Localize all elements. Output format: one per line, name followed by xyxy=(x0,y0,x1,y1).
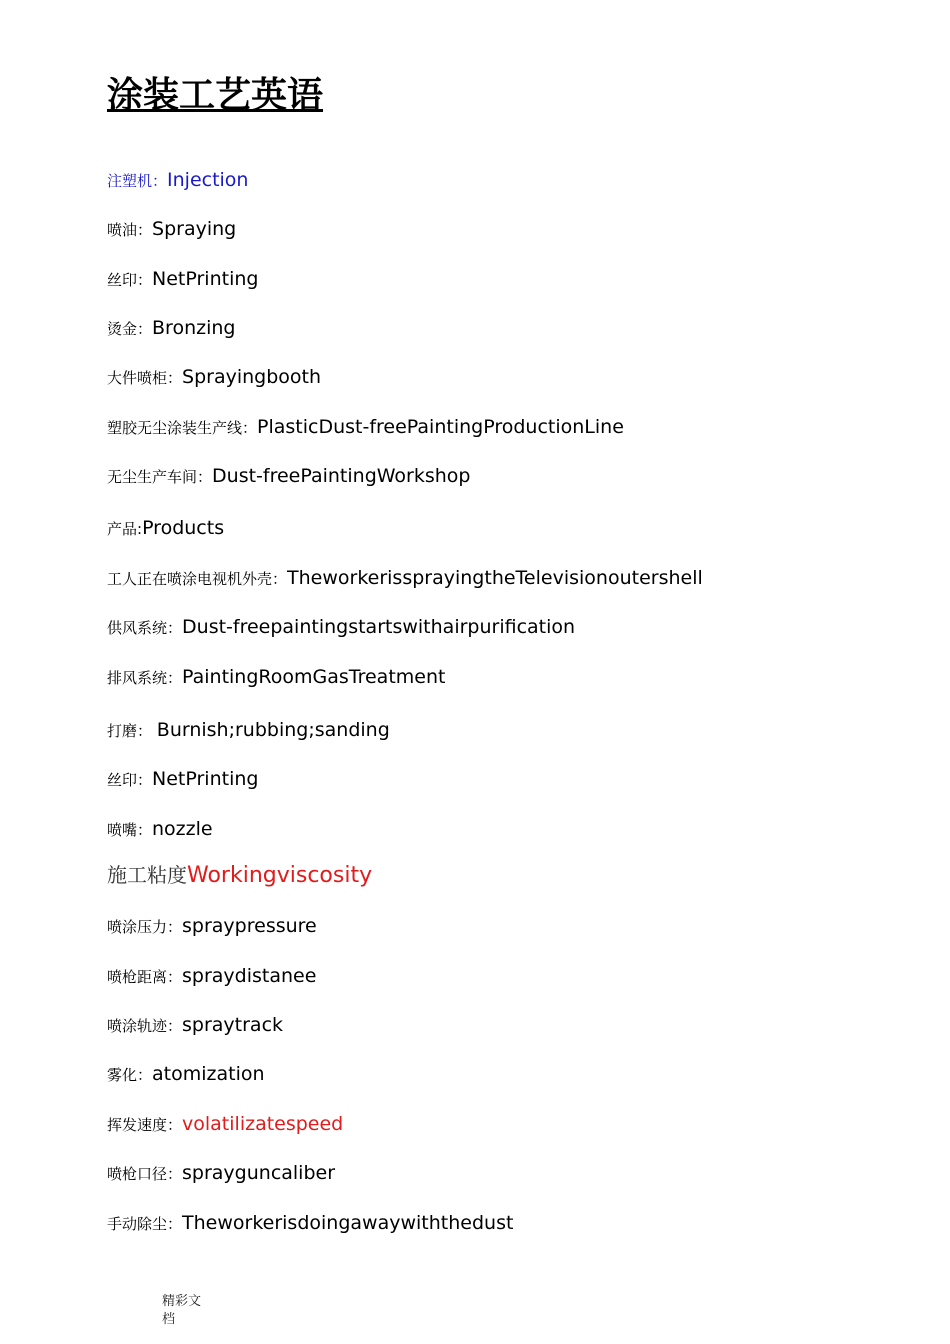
term-english: nozzle xyxy=(152,818,213,840)
term-row xyxy=(107,567,703,590)
term-english: Injection xyxy=(167,169,249,191)
term-chinese: 工人正在喷涂电视机外壳： xyxy=(107,570,288,588)
term-row xyxy=(107,218,236,241)
term-row xyxy=(107,169,248,192)
term-chinese: 大件喷柜： xyxy=(107,369,183,387)
term-english: TheworkerissprayingtheTelevisionoutershell xyxy=(287,567,703,589)
term-english: Burnish;rubbing;sanding xyxy=(156,719,390,741)
term-row xyxy=(107,517,224,540)
term-chinese: 喷涂轨迹： xyxy=(107,1017,183,1035)
term-chinese: 喷涂压力： xyxy=(107,918,183,936)
term-english: volatilizatespeed xyxy=(182,1113,344,1135)
term-chinese: 喷枪口径： xyxy=(107,1165,183,1183)
term-english: Sprayingbooth xyxy=(182,366,322,388)
term-row xyxy=(107,965,316,988)
term-english: atomization xyxy=(152,1063,265,1085)
term-row xyxy=(107,616,575,639)
term-row xyxy=(107,317,235,340)
term-row xyxy=(107,366,321,389)
footer-watermark-text: 精彩文档 xyxy=(162,1294,202,1327)
term-english: Bronzing xyxy=(152,317,236,339)
term-row xyxy=(107,666,445,689)
term-row xyxy=(107,268,258,291)
term-row xyxy=(107,719,390,742)
term-row xyxy=(107,1014,283,1037)
term-english: PlasticDust-freePaintingProductionLine xyxy=(257,416,624,438)
term-english: spraydistanee xyxy=(182,965,317,987)
term-chinese: 烫金： xyxy=(107,320,153,338)
term-row xyxy=(107,1212,513,1235)
term-row xyxy=(107,465,471,488)
term-chinese: 施工粘度 xyxy=(107,863,187,887)
page-title: 涂装工艺英语 xyxy=(107,75,324,116)
term-english: NetPrinting xyxy=(152,268,259,290)
term-english: Products xyxy=(142,517,225,539)
term-row xyxy=(107,818,213,841)
term-chinese: 排风系统： xyxy=(107,669,183,687)
term-english: NetPrinting xyxy=(152,768,259,790)
term-row xyxy=(107,1162,335,1185)
term-chinese: 喷嘴： xyxy=(107,821,153,839)
term-row xyxy=(107,416,624,439)
term-chinese: 喷枪距离： xyxy=(107,968,183,986)
term-english: Dust-freePaintingWorkshop xyxy=(212,465,471,487)
term-row xyxy=(107,1113,343,1136)
term-english: sprayguncaliber xyxy=(182,1162,336,1184)
term-chinese: 雾化： xyxy=(107,1066,153,1084)
term-chinese: 注塑机： xyxy=(107,172,168,190)
term-chinese: 手动除尘： xyxy=(107,1215,183,1233)
term-chinese: 丝印： xyxy=(107,271,153,289)
term-english: spraytrack xyxy=(182,1014,284,1036)
term-english: Dust-freepaintingstartswithairpurification xyxy=(182,616,576,638)
term-english: Workingviscosity xyxy=(187,863,373,888)
term-chinese: 产品: xyxy=(107,520,143,538)
term-row xyxy=(107,768,258,791)
term-chinese: 塑胶无尘涂装生产线： xyxy=(107,419,258,437)
term-chinese: 打磨： xyxy=(107,722,157,740)
term-english: Spraying xyxy=(152,218,237,240)
term-chinese: 丝印： xyxy=(107,771,153,789)
term-row xyxy=(107,863,372,889)
term-chinese: 供风系统： xyxy=(107,619,183,637)
term-chinese: 喷油： xyxy=(107,221,153,239)
term-row xyxy=(107,1063,265,1086)
term-row xyxy=(107,915,317,938)
term-chinese: 无尘生产车间： xyxy=(107,468,213,486)
term-chinese: 挥发速度： xyxy=(107,1116,183,1134)
term-english: PaintingRoomGasTreatment xyxy=(182,666,446,688)
term-english: spraypressure xyxy=(182,915,317,937)
term-english: Theworkerisdoingawaywiththedust xyxy=(182,1212,514,1234)
